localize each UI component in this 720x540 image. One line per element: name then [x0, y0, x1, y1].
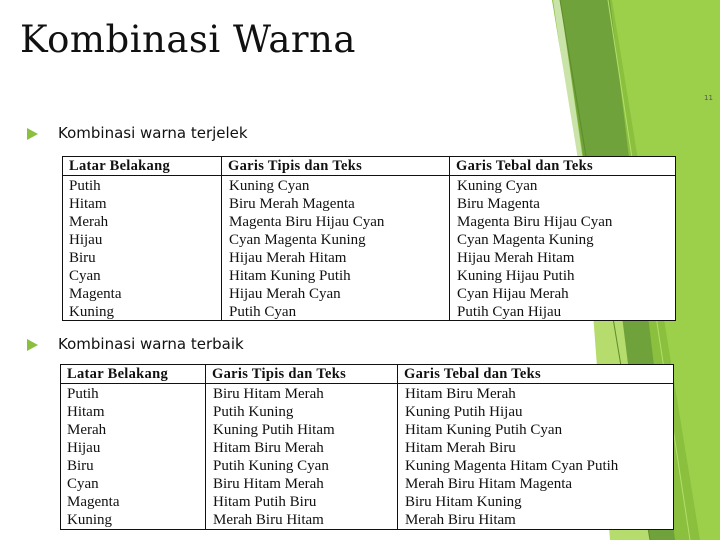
table-cell: Magenta Biru Hijau Cyan	[457, 214, 613, 230]
table-cell: Hitam Putih Biru	[213, 494, 317, 510]
table-cell: Putih Cyan	[229, 304, 297, 320]
table-cell: Hitam Merah Biru	[405, 440, 516, 456]
table-cell: Kuning	[67, 512, 112, 528]
table-cell: Hijau	[67, 440, 101, 456]
table-cell: Hitam Biru Merah	[213, 440, 324, 456]
table-cell: Biru	[67, 458, 94, 474]
page-number: 11	[704, 94, 713, 102]
table-best-combinations	[60, 364, 674, 530]
table-cell: Cyan	[67, 476, 99, 492]
table-cell: Hijau	[69, 232, 103, 248]
table-cell: Cyan Magenta Kuning	[229, 232, 366, 248]
bullet-arrow-icon	[27, 339, 38, 351]
table-cell: Putih	[67, 386, 99, 402]
table-cell: Magenta	[69, 286, 122, 302]
table-cell: Cyan Hijau Merah	[457, 286, 569, 302]
table-cell: Cyan	[69, 268, 101, 284]
table-cell: Biru Magenta	[457, 196, 540, 212]
table-cell: Biru Hitam Merah	[213, 386, 324, 402]
table-cell: Merah	[67, 422, 107, 438]
table-cell: Magenta Biru Hijau Cyan	[229, 214, 385, 230]
table-cell: Kuning	[69, 304, 114, 320]
table-cell: Putih Kuning	[213, 404, 294, 420]
table-cell: Biru Hitam Kuning	[405, 494, 522, 510]
header-background: Latar Belakang	[67, 366, 169, 382]
header-divider	[61, 383, 673, 384]
bullet-best-combination: Kombinasi warna terbaik	[58, 335, 244, 353]
table-cell: Kuning Putih Hijau	[405, 404, 523, 420]
header-thick-lines: Garis Tebal dan Teks	[404, 366, 541, 382]
header-thin-lines: Garis Tipis dan Teks	[212, 366, 347, 382]
table-cell: Hijau Merah Cyan	[229, 286, 341, 302]
table-worst-combinations	[62, 156, 676, 321]
table-cell: Hitam Biru Merah	[405, 386, 516, 402]
table-cell: Cyan Magenta Kuning	[457, 232, 594, 248]
bullet-arrow-icon	[27, 128, 38, 140]
table-cell: Putih Kuning Cyan	[213, 458, 329, 474]
header-thin-lines: Garis Tipis dan Teks	[228, 158, 363, 174]
table-cell: Kuning Cyan	[229, 178, 310, 194]
header-background: Latar Belakang	[69, 158, 171, 174]
table-cell: Putih	[69, 178, 101, 194]
header-divider	[63, 175, 675, 176]
table-cell: Kuning Putih Hitam	[213, 422, 335, 438]
table-cell: Biru	[69, 250, 96, 266]
table-cell: Hitam	[67, 404, 105, 420]
table-cell: Kuning Hijau Putih	[457, 268, 575, 284]
table-cell: Hitam	[69, 196, 107, 212]
slide-title: Kombinasi Warna	[20, 18, 356, 61]
table-cell: Merah	[69, 214, 109, 230]
table-cell: Putih Cyan Hijau	[457, 304, 562, 320]
table-cell: Merah Biru Hitam	[405, 512, 516, 528]
table-cell: Biru Hitam Merah	[213, 476, 324, 492]
table-cell: Merah Biru Hitam	[213, 512, 324, 528]
table-cell: Hitam Kuning Putih Cyan	[405, 422, 563, 438]
table-cell: Hitam Kuning Putih	[229, 268, 351, 284]
table-cell: Biru Merah Magenta	[229, 196, 355, 212]
header-thick-lines: Garis Tebal dan Teks	[456, 158, 593, 174]
table-cell: Hijau Merah Hitam	[229, 250, 347, 266]
table-cell: Kuning Cyan	[457, 178, 538, 194]
bullet-worst-combination: Kombinasi warna terjelek	[58, 124, 248, 142]
table-cell: Kuning Magenta Hitam Cyan Putih	[405, 458, 619, 474]
table-cell: Hijau Merah Hitam	[457, 250, 575, 266]
table-cell: Magenta	[67, 494, 120, 510]
table-cell: Merah Biru Hitam Magenta	[405, 476, 573, 492]
